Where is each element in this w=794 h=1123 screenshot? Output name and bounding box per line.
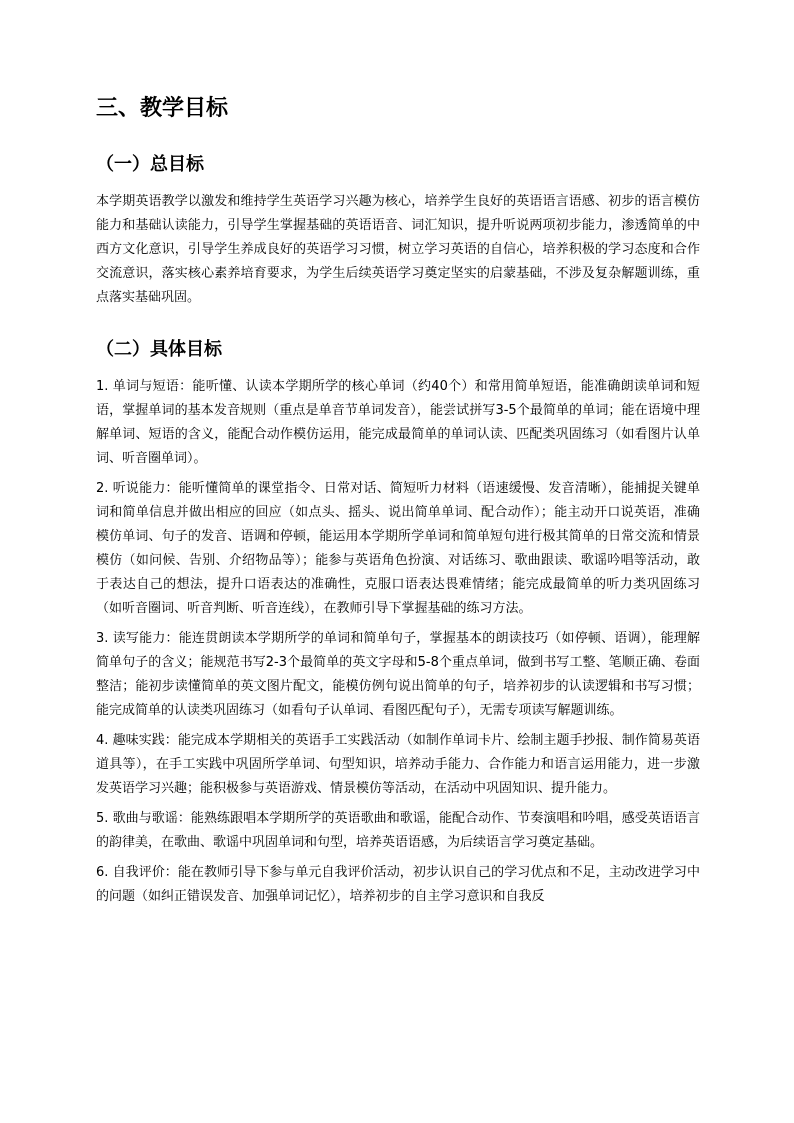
specific-goal-item-vocabulary: 1. 单词与短语：能听懂、认读本学期所学的核心单词（约40个）和常用简单短语，能准确朗读单词和短语，掌握单词的基本发音规则（重点是单音节单词发音），能尝试拼写3-5个最简单的单词；能在语境中理解单词、短语的含义，能配合动作模仿运用，能完成最简单的单词认读、匹配类巩固练习（如看图片认单词、听音圈单词）。 xyxy=(96,379,700,466)
general-goal-heading: （一）总目标 xyxy=(96,154,204,175)
document-page xyxy=(96,92,700,909)
specific-goal-item-listening-speaking: 2. 听说能力：能听懂简单的课堂指令、日常对话、简短听力材料（语速缓慢、发音清晰），能捕捉关键单词和简单信息并做出相应的回应（如点头、摇头、说出简单单词、配合动作）；能主动开口说英语，准确模仿单词、句子的发音、语调和停顿，能运用本学期所学单词和简单短句进行极其简单的日常交流和情景模仿（如问候、告别、介绍物品等）；能参与英语角色扮演、对话练习、歌曲跟读、歌谣吟唱等活动，敢于表达自己的想法，提升口语表达的准确性，克服口语表达畏难情绪；能完成最简单的听力类巩固练习（如听音圈词、听音判断、听音连线），在教师引导下掌握基础的练习方法。 xyxy=(96,481,700,616)
specific-goal-item-self-evaluation: 6. 自我评价：能在教师引导下参与单元自我评价活动，初步认识自己的学习优点和不足，主动改进学习中的问题（如纠正错误发音、加强单词记忆），培养初步的自主学习意识和自我反 xyxy=(96,865,700,904)
specific-goal-item-songs: 5. 歌曲与歌谣：能熟练跟唱本学期所学的英语歌曲和歌谣，能配合动作、节奏演唱和吟唱，感受英语语言的韵律美，在歌曲、歌谣中巩固单词和句型，培养英语语感，为后续语言学习奠定基础。 xyxy=(96,811,700,850)
specific-goal-item-reading-writing: 3. 读写能力：能连贯朗读本学期所学的单词和简单句子，掌握基本的朗读技巧（如停顿、语调），能理解简单句子的含义；能规范书写2-3个最简单的英文字母和5-8个重点单词，做到书写工整、笔顺正确、卷面整洁；能初步读懂简单的英文图片配文，能模仿例句说出简单的句子，培养初步的认读逻辑和书写习惯；能完成简单的认读类巩固练习（如看句子认单词、看图匹配句子），无需专项读写解题训练。 xyxy=(96,631,700,718)
specific-goals-heading: （二）具体目标 xyxy=(96,339,222,360)
specific-goal-item-practice: 4. 趣味实践：能完成本学期相关的英语手工实践活动（如制作单词卡片、绘制主题手抄报、制作简易英语道具等），在手工实践中巩固所学单词、句型知识，培养动手能力、合作能力和语言运用能力，进一步激发英语学习兴趣；能积极参与英语游戏、情景模仿等活动，在活动中巩固知识、提升能力。 xyxy=(96,733,700,796)
general-goal-paragraph: 本学期英语教学以激发和维持学生英语学习兴趣为核心，培养学生良好的英语语言语感、初步的语言模仿能力和基础认读能力，引导学生掌握基础的英语语音、词汇知识，提升听说两项初步能力，渗透简单的中西方文化意识，引导学生养成良好的英语学习习惯，树立学习英语的自信心，培养积极的学习态度和合作交流意识，落实核心素养培育要求，为学生后续英语学习奠定坚实的启蒙基础，不涉及复杂解题训练，重点落实基础巩固。 xyxy=(96,194,700,305)
section-title: 三、教学目标 xyxy=(96,96,229,121)
